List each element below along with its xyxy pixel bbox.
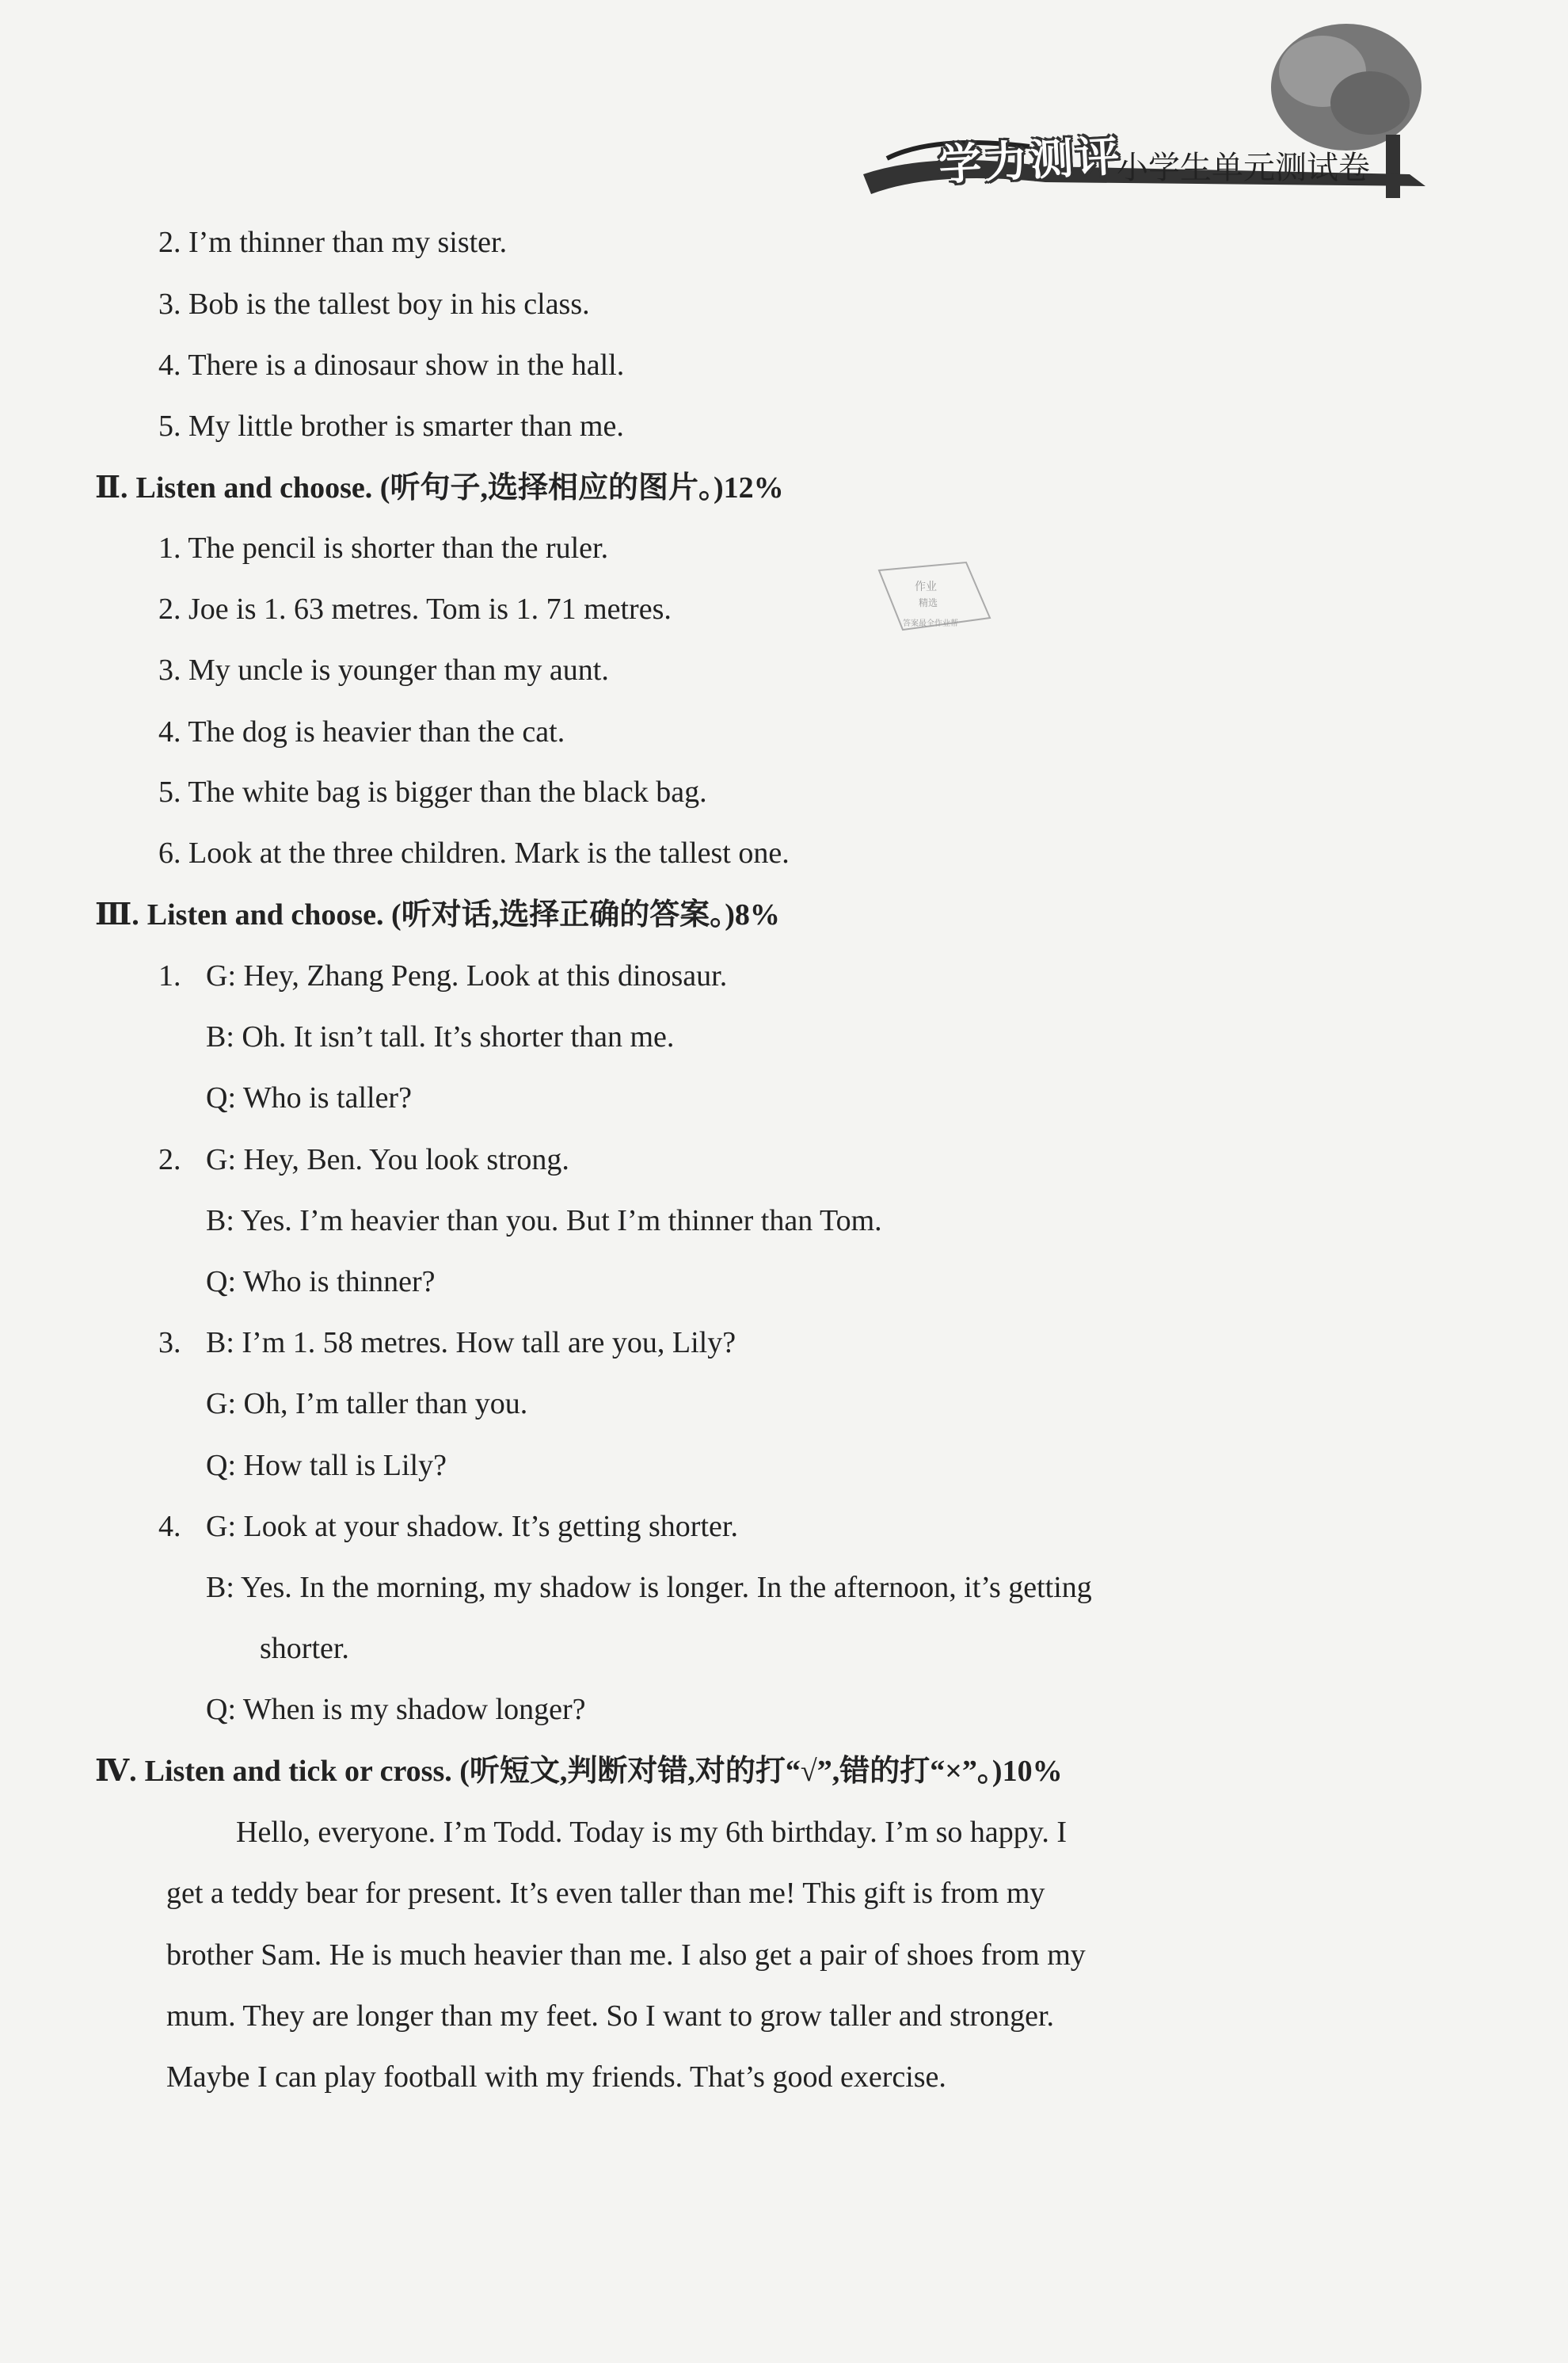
svg-text:精选: 精选	[919, 597, 938, 608]
list-item: 4. There is a dinosaur show in the hall.	[158, 349, 625, 382]
paragraph-line: Hello, everyone. I’m Todd. Today is my 6th birthday. I’m so happy. I	[236, 1816, 1067, 1849]
svg-text:答案最全作业帮: 答案最全作业帮	[903, 619, 958, 628]
dialog-line: Q: When is my shadow longer?	[206, 1693, 586, 1726]
list-item: 2. I’m thinner than my sister.	[158, 226, 508, 259]
paragraph-line: Maybe I can play football with my friends. That’s good exercise.	[166, 2060, 946, 2094]
logo-title: 学力测评	[937, 130, 1124, 191]
list-item: 1. The pencil is shorter than the ruler.	[158, 532, 609, 565]
dialog-line: shorter.	[260, 1632, 349, 1665]
logo-subtitle: 小学生单元测试卷	[1117, 150, 1370, 186]
paragraph-line: brother Sam. He is much heavier than me. I also get a pair of shoes from my	[166, 1938, 1086, 1972]
section-heading: Ⅱ. Listen and choose. (听句子,选择相应的图片。)12%	[95, 471, 784, 505]
list-item: 2. Joe is 1. 63 metres. Tom is 1. 71 metres.	[158, 593, 672, 626]
list-item: 3. Bob is the tallest boy in his class.	[158, 288, 590, 321]
stamp-icon	[871, 555, 998, 665]
paragraph-line: get a teddy bear for present. It’s even taller than me! This gift is from my	[166, 1877, 1045, 1910]
list-item: 5. My little brother is smarter than me.	[158, 410, 624, 443]
watermark-stamp	[871, 555, 998, 665]
list-item: 6. Look at the three children. Mark is the tallest one.	[158, 837, 790, 870]
dialog-line: 3. B: I’m 1. 58 metres. How tall are you, Lily?	[158, 1326, 736, 1359]
list-item: 3. My uncle is younger than my aunt.	[158, 654, 609, 687]
dialog-line: G: Oh, I’m taller than you.	[206, 1387, 528, 1420]
dialog-line: Q: How tall is Lily?	[206, 1449, 447, 1482]
dialog-line: Q: Who is thinner?	[206, 1265, 436, 1298]
dialog-line: Q: Who is taller?	[206, 1081, 412, 1115]
dialog-line: 2. G: Hey, Ben. You look strong.	[158, 1143, 569, 1176]
paragraph-line: mum. They are longer than my feet. So I want to grow taller and stronger.	[166, 1999, 1055, 2033]
dialog-line: B: Yes. I’m heavier than you. But I’m thinner than Tom.	[206, 1204, 882, 1237]
header-logo	[839, 16, 1441, 206]
dialog-line: B: Yes. In the morning, my shadow is longer. In the afternoon, it’s getting	[206, 1571, 1092, 1604]
list-item: 5. The white bag is bigger than the black bag.	[158, 776, 707, 809]
section-heading: Ⅳ. Listen and tick or cross. (听短文,判断对错,对的打“√”,错的打“×”。)10%	[95, 1755, 1063, 1788]
svg-text:作业: 作业	[915, 581, 937, 593]
list-item: 4. The dog is heavier than the cat.	[158, 715, 565, 749]
dialog-line: B: Oh. It isn’t tall. It’s shorter than me.	[206, 1020, 675, 1054]
dialog-line: 1. G: Hey, Zhang Peng. Look at this dinosaur.	[158, 959, 728, 993]
section-heading: Ⅲ. Listen and choose. (听对话,选择正确的答案。)8%	[95, 898, 780, 932]
dialog-line: 4. G: Look at your shadow. It’s getting shorter.	[158, 1510, 738, 1543]
